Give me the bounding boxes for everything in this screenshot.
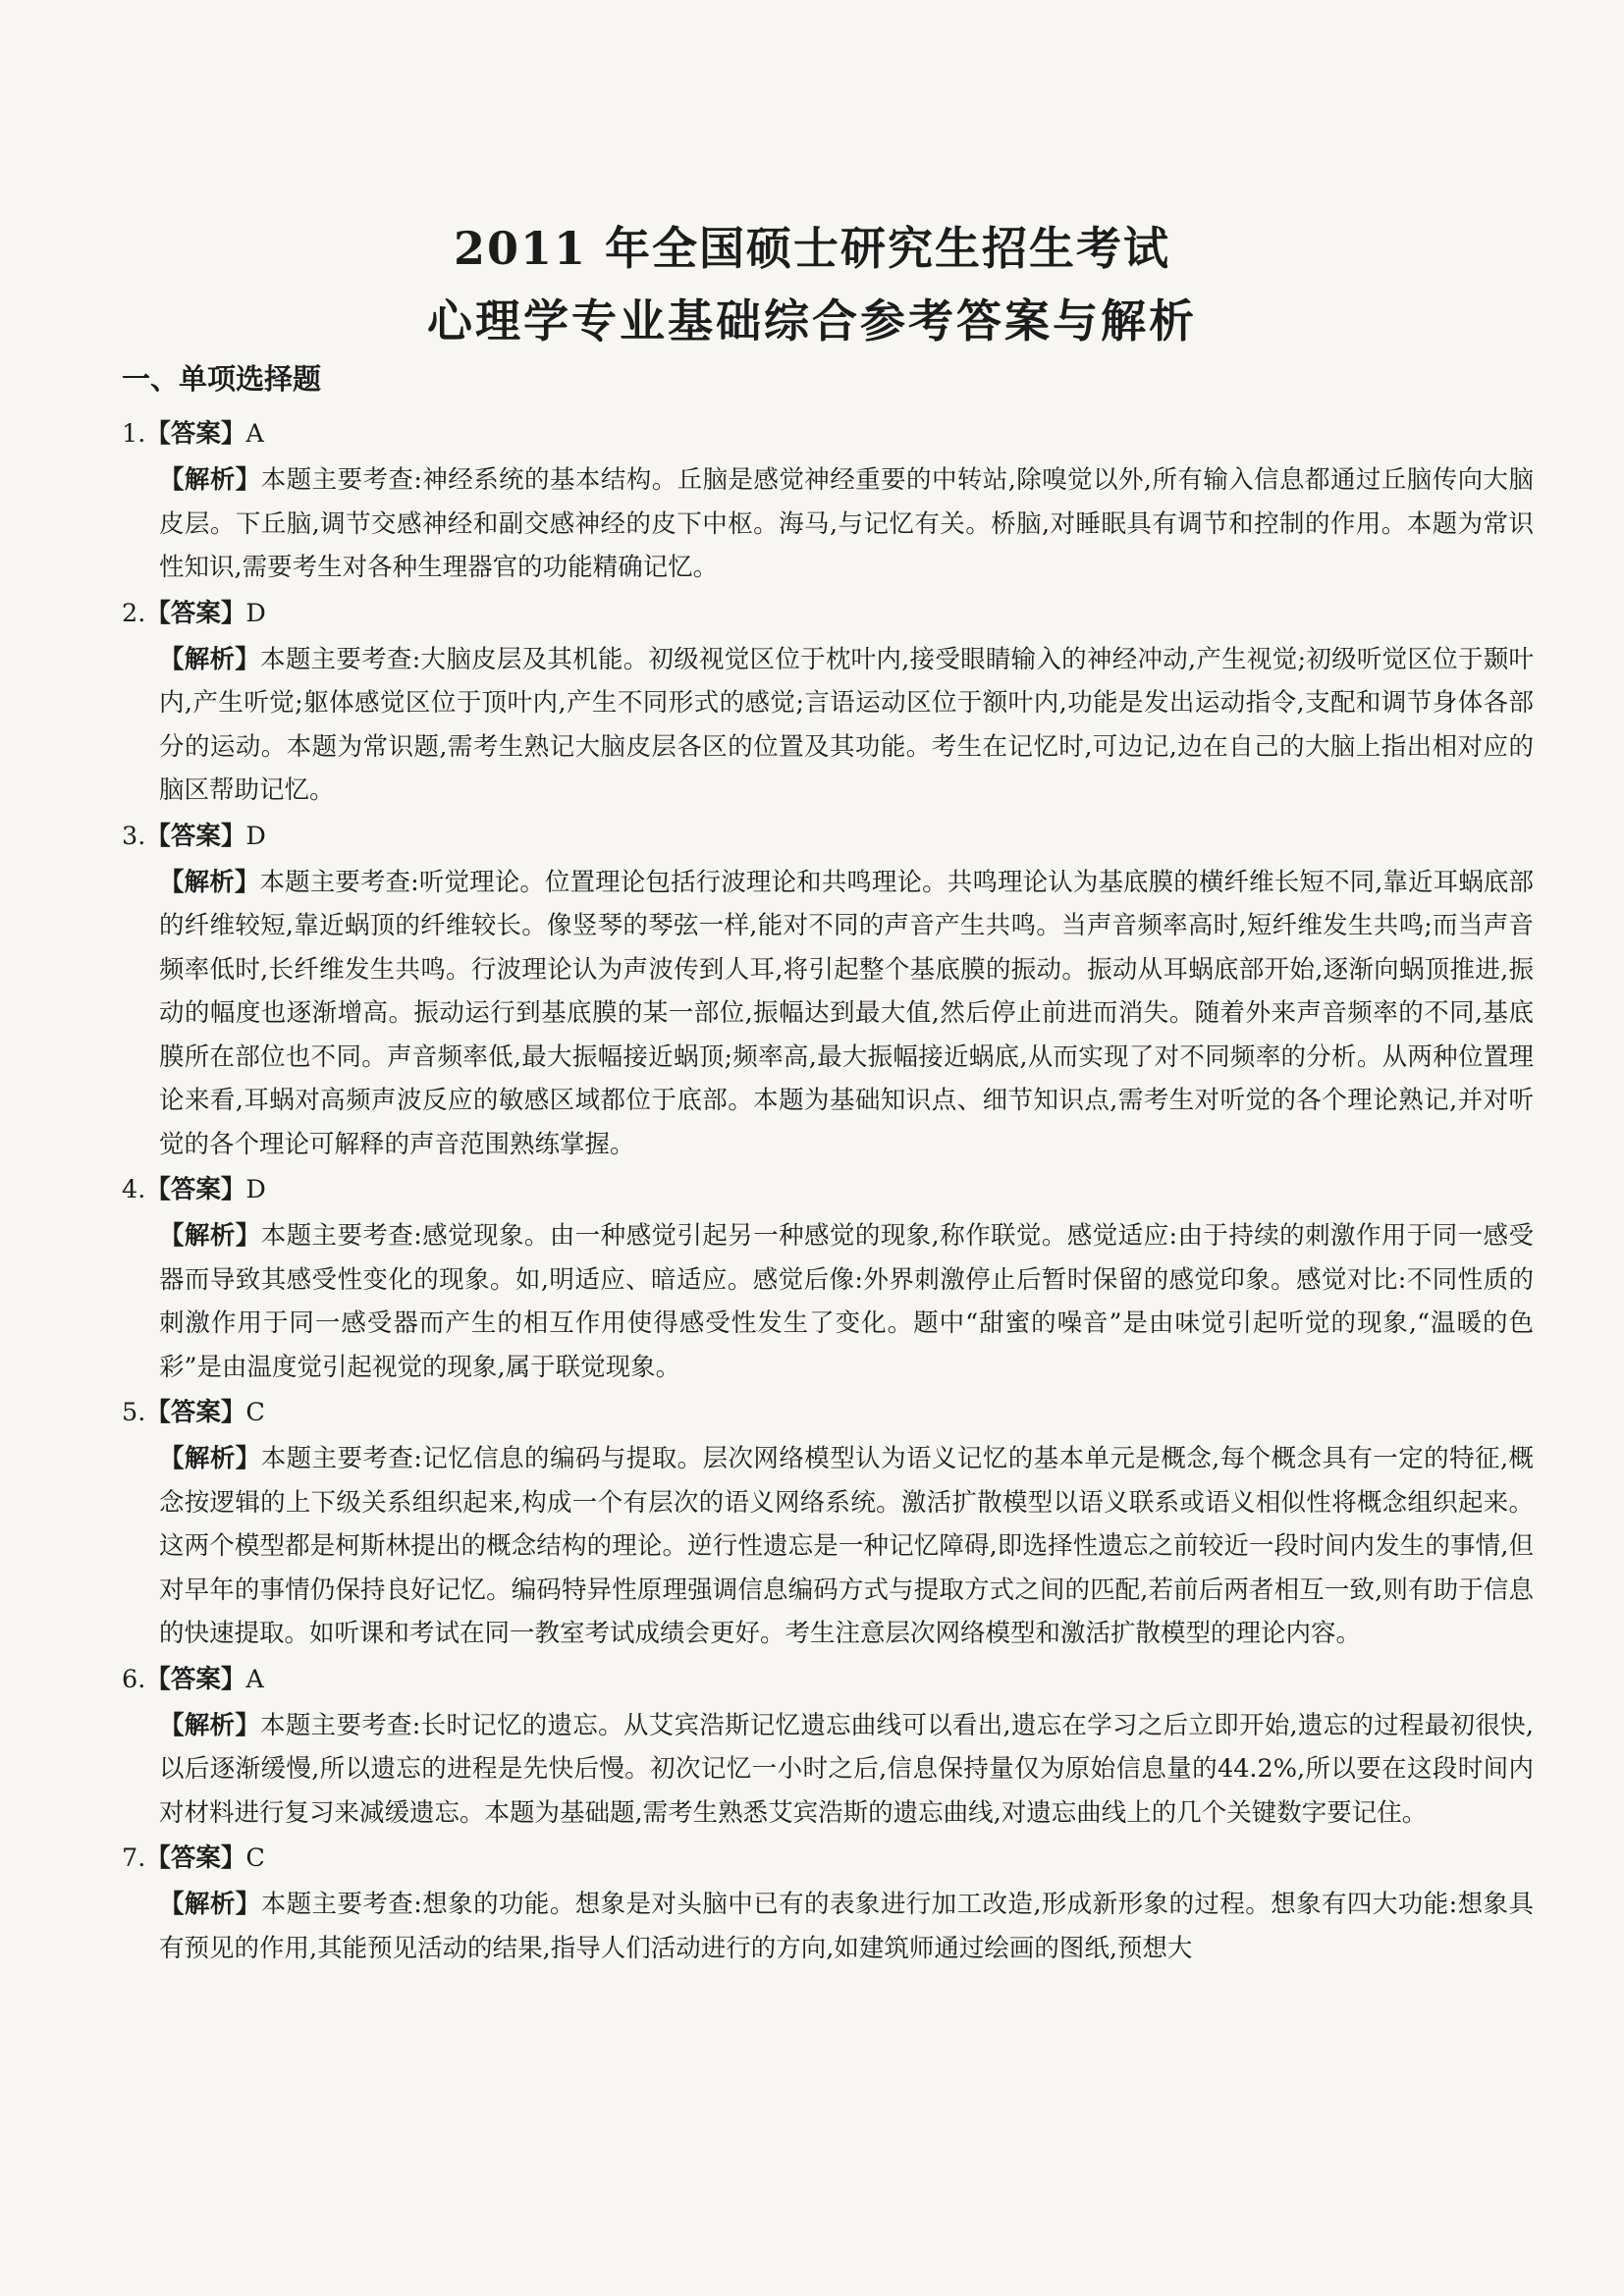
answer-item	[122, 813, 1536, 1167]
answer-value: D	[245, 821, 266, 851]
analysis-paragraph	[159, 1437, 1534, 1656]
analysis-text: 本题主要考查:听觉理论。位置理论包括行波理论和共鸣理论。共鸣理论认为基底膜的横纤维长短不同,靠近耳蜗底部的纤维较短,靠近蜗顶的纤维较长。像竖琴的琴弦一样,能对不同的声音产生共鸣。当声音频率高时,短纤维发生共鸣;而当声音频率低时,长纤维发生共鸣。行波理论认为声波传到人耳,将引起整个基底膜的振动。振动从耳蜗底部开始,逐渐向蜗顶推进,振动的幅度也逐渐增高。振动运行到基底膜的某一部位,振幅达到最大值,然后停止前进而消失。随着外来声音频率的不同,基底膜所在部位也不同。声音频率低,最大振幅接近蜗顶;频率高,最大振幅接近蜗底,从而实现了对不同频率的分析。从两种位置理论来看,耳蜗对高频声波反应的敏感区域都位于底部。本题为基础知识点、细节知识点,需考生对听觉的各个理论熟记,并对听觉的各个理论可解释的声音范围熟练掌握。	[159, 867, 1534, 1159]
analysis-label: 【解析】	[159, 644, 261, 674]
answer-value: D	[245, 598, 266, 628]
answer-item	[122, 590, 1536, 813]
answer-label: 【答案】	[145, 821, 246, 851]
answer-line	[122, 410, 1536, 458]
answer-label: 【答案】	[145, 419, 246, 449]
analysis-paragraph	[159, 458, 1534, 590]
analysis-label: 【解析】	[159, 1444, 261, 1473]
answer-label: 【答案】	[145, 1843, 246, 1873]
item-number: 4.	[122, 1175, 146, 1204]
title-block	[0, 218, 1624, 351]
analysis-paragraph	[159, 1704, 1534, 1836]
analysis-label: 【解析】	[159, 1890, 261, 1919]
analysis-text: 本题主要考查:感觉现象。由一种感觉引起另一种感觉的现象,称作联觉。感觉适应:由于持续的刺激作用于同一感受器而导致其感受性变化的现象。如,明适应、暗适应。感觉后像:外界刺激停止后暂时保留的感觉印象。感觉对比:不同性质的刺激作用于同一感受器而产生的相互作用使得感受性发生了变化。题中“甜蜜的噪音”是由味觉引起听觉的现象,“温暖的色彩”是由温度觉引起视觉的现象,属于联觉现象。	[159, 1221, 1534, 1382]
answer-item	[122, 410, 1536, 590]
answer-list	[122, 410, 1536, 1970]
analysis-paragraph	[159, 1214, 1534, 1389]
answer-line	[122, 1389, 1536, 1437]
item-number: 5.	[122, 1398, 146, 1427]
answer-line	[122, 813, 1536, 861]
answer-item	[122, 1835, 1536, 1970]
answer-label: 【答案】	[145, 1664, 246, 1694]
item-number: 7.	[122, 1843, 146, 1873]
answer-item	[122, 1656, 1536, 1836]
answer-item	[122, 1389, 1536, 1656]
answer-line	[122, 590, 1536, 638]
section-heading: 一、单项选择题	[122, 362, 322, 396]
answer-item	[122, 1166, 1536, 1389]
analysis-paragraph	[159, 1883, 1534, 1970]
answer-value: A	[245, 1664, 264, 1694]
item-number: 1.	[122, 419, 146, 449]
document-subtitle: 心理学专业基础综合参考答案与解析	[427, 294, 1197, 347]
analysis-paragraph	[159, 638, 1534, 813]
item-number: 2.	[122, 598, 146, 628]
answer-line	[122, 1835, 1536, 1883]
analysis-label: 【解析】	[159, 465, 261, 495]
analysis-text: 本题主要考查:长时记忆的遗忘。从艾宾浩斯记忆遗忘曲线可以看出,遗忘在学习之后立即开始,遗忘的过程最初很快,以后逐渐缓慢,所以遗忘的进程是先快后慢。初次记忆一小时之后,信息保持量仅为原始信息量的44.2%,所以要在这段时间内对材料进行复习来减缓遗忘。本题为基础题,需考生熟悉艾宾浩斯的遗忘曲线,对遗忘曲线上的几个关键数字要记住。	[159, 1710, 1534, 1828]
analysis-text: 本题主要考查:神经系统的基本结构。丘脑是感觉神经重要的中转站,除嗅觉以外,所有输入信息都通过丘脑传向大脑皮层。下丘脑,调节交感神经和副交感神经的皮下中枢。海马,与记忆有关。桥脑,对睡眠具有调节和控制的作用。本题为常识性知识,需要考生对各种生理器官的功能精确记忆。	[159, 465, 1534, 582]
answer-value: C	[245, 1843, 265, 1873]
item-number: 6.	[122, 1664, 146, 1694]
analysis-label: 【解析】	[159, 1710, 261, 1740]
analysis-paragraph	[159, 861, 1534, 1167]
answer-label: 【答案】	[145, 1175, 246, 1204]
answer-value: A	[245, 419, 264, 449]
answer-value: D	[245, 1175, 266, 1204]
analysis-label: 【解析】	[159, 867, 260, 897]
answer-label: 【答案】	[145, 1398, 246, 1427]
analysis-text: 本题主要考查:大脑皮层及其机能。初级视觉区位于枕叶内,接受眼睛输入的神经冲动,产生视觉;初级听觉区位于颞叶内,产生听觉;躯体感觉区位于顶叶内,产生不同形式的感觉;言语运动区位于额叶内,功能是发出运动指令,支配和调节身体各部分的运动。本题为常识题,需考生熟记大脑皮层各区的位置及其功能。考生在记忆时,可边记,边在自己的大脑上指出相对应的脑区帮助记忆。	[159, 644, 1534, 805]
answer-line	[122, 1656, 1536, 1704]
answer-line	[122, 1166, 1536, 1214]
analysis-text: 本题主要考查:想象的功能。想象是对头脑中已有的表象进行加工改造,形成新形象的过程。想象有四大功能:想象具有预见的作用,其能预见活动的结果,指导人们活动进行的方向,如建筑师通过绘画的图纸,预想大	[159, 1890, 1534, 1963]
document-title: 2011 年全国硕士研究生招生考试	[453, 222, 1171, 275]
analysis-label: 【解析】	[159, 1221, 261, 1251]
item-number: 3.	[122, 821, 146, 851]
answer-label: 【答案】	[145, 598, 246, 628]
analysis-text: 本题主要考查:记忆信息的编码与提取。层次网络模型认为语义记忆的基本单元是概念,每个概念具有一定的特征,概念按逻辑的上下级关系组织起来,构成一个有层次的语义网络系统。激活扩散模型以语义联系或语义相似性将概念组织起来。这两个模型都是柯斯林提出的概念结构的理论。逆行性遗忘是一种记忆障碍,即选择性遗忘之前较近一段时间内发生的事情,但对早年的事情仍保持良好记忆。编码特异性原理强调信息编码方式与提取方式之间的匹配,若前后两者相互一致,则有助于信息的快速提取。如听课和考试在同一教室考试成绩会更好。考生注意层次网络模型和激活扩散模型的理论内容。	[159, 1444, 1534, 1648]
answer-value: C	[245, 1398, 265, 1427]
